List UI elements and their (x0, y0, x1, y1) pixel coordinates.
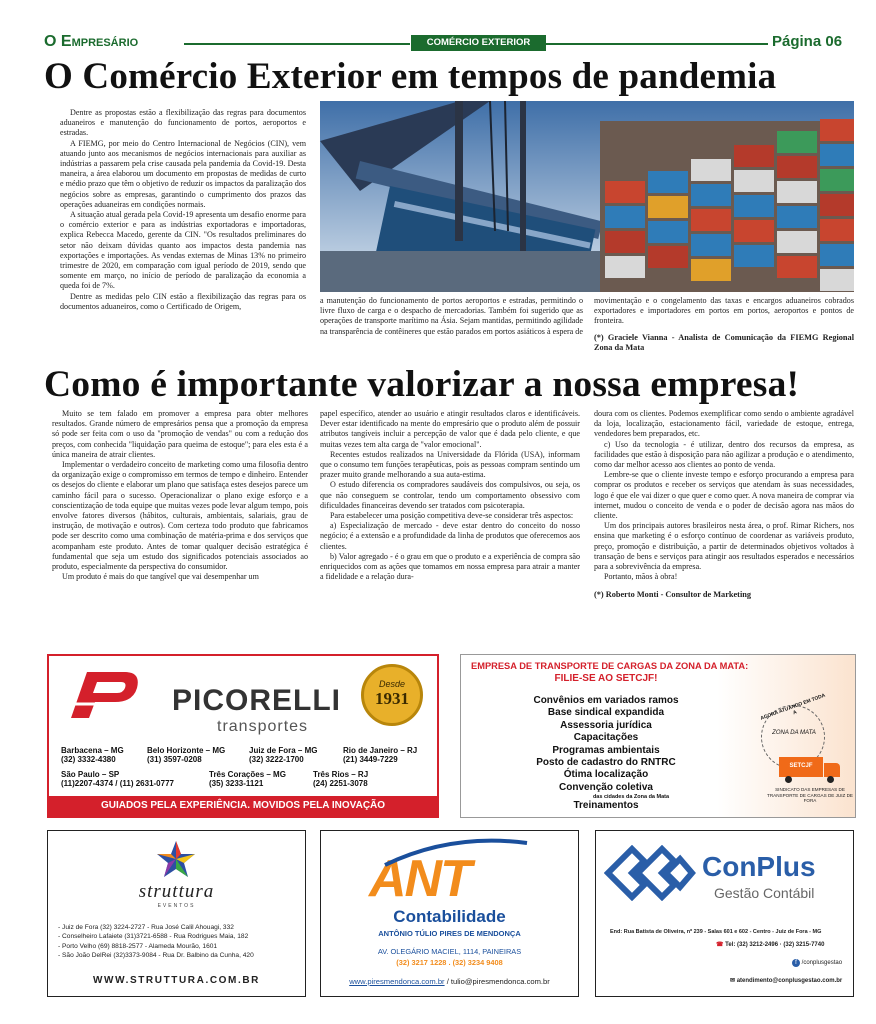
benefit-note: das cidades da Zona da Mata (592, 794, 670, 801)
article2-title: Como é importante valorizar a nossa empresa! (44, 364, 800, 405)
address-line: - São João DelRei (32)3373-9084 - Rua Dr. Balbino da Cunha, 420 (58, 951, 254, 959)
article1-col1 (60, 108, 306, 312)
seal-top: Desde (378, 679, 405, 689)
picorelli-slogan: GUIADOS PELA EXPERIÊNCIA. MOVIDOS PELA INOVAÇÃO (49, 796, 437, 816)
facebook-icon: f (792, 959, 800, 967)
ant-swoosh-icon (381, 837, 531, 867)
ant-email: / tulio@piresmendonca.com.br (444, 977, 550, 986)
badge-arc: AGORA ATUANDO EM TODA A (759, 692, 827, 722)
ant-word: Contabilidade (393, 907, 506, 926)
ant-logo: ANT (369, 850, 470, 908)
office-city: Rio de Janeiro – RJ (343, 746, 418, 755)
article1-paragraph: a manutenção do funcionamento de portos aeroportos e estradas, permitindo o livre fluxo de carga e o despacho de mercadorias. Também foi sugerido que as operações de transporte marítimo na Ásia. Sejam mantidas, permitindo agilidade na transparência de contêineres que estão parados em portos asiáticos à espera de (320, 296, 583, 336)
conplus-email-text[interactable]: atendimento@conplusgestao.com.br (736, 978, 843, 984)
badge-center: ZONA DA MATA (772, 730, 816, 736)
truck-label: SETCJF (789, 763, 813, 769)
article1-paragraph: A FIEMG, por meio do Centro Internacional de Negócios (CIN), vem atuando junto aos mecanismos de negócios internacionais para auxiliar as indústrias a passarem pela crise causada pela pandemia da Covid-19. Desta maneira, a área elaborou um documento em propostas de medidas de curto e médio prazo que têm o objetivo de reduzir os impactos da paralização dos negócios sobre as empresas, garantindo o cumprimento dos prazos das operações aduaneiras em condições normais. (60, 138, 306, 209)
office (209, 770, 309, 788)
office (249, 746, 349, 764)
article1-paragraph: Dentre as medidas pelo CIN estão a flexibilização das regras para os documentos aduaneiros, como o Certificado de Origem, (60, 291, 306, 311)
office-city: São Paulo – SP (61, 770, 120, 779)
struttura-brand: struttura (138, 881, 215, 902)
mail-icon: ✉ (730, 978, 737, 984)
article1-title: O Comércio Exterior em tempos de pandemia (44, 56, 777, 97)
ant-site-link[interactable]: www.piresmendonca.com.br (349, 977, 445, 986)
ad-conplus[interactable] (595, 830, 854, 997)
benefit-item: Convênios em variados ramos (533, 695, 679, 706)
article2-paragraph: Para estabelecer uma posição competitiva deve-se considerar três aspectos: (330, 511, 574, 521)
conplus-brand: ConPlus (702, 851, 816, 882)
setcjf-title2: FILIE-SE AO SETCJF! (554, 673, 658, 684)
office-phone: (32) 3332-4380 (61, 755, 116, 764)
article2-paragraph: Lembre-se que o cliente investe tempo e esforço procurando a empresa para comprar os produtos e receber os serviços que atendam às suas necessidades, logo é que ele vai dizer o que quer e como quer. A nova maneira de comprar via internet, mudou o conceito de venda e o poder de decisão agora nas mãos do cliente. (594, 470, 854, 521)
brand-name: O Empresário (44, 33, 139, 50)
address-line: - Juiz de Fora (32) 3224-2727 - Rua José Calil Ahouagi, 332 (58, 924, 234, 931)
office (147, 746, 247, 764)
conplus-sub: Gestão Contábil (714, 885, 815, 901)
conplus-email (730, 977, 842, 984)
ant-contacts (321, 977, 578, 986)
article2-paragraph: Implementar o verdadeiro conceito de marketing como uma filosofia dentro da organização exige o compromisso em termos de tempo e dinheiro. Entender os desejos do cliente e elaborar um plano que satisfaça estes desejos parece um caminho fácil para o sucesso. Operacionalizar o plano exige esforço e a conscientização de toda equipe que muitas vezes pode levar algum tempo, pois envolve fatores diversos (hábitos, culturais, ambientais, salariais, grau de instrução, de motivação e outros). Com certeza todo produto que fabricamos pode ser descrito como uma combinação de matéria-prima e dos serviços que acompanham este produto. Antes de tomar qualquer decisão estratégica é fundamental que seja um estudo dos significados potenciais associados ao produto, especialmente da perspectiva do consumidor. (52, 460, 308, 572)
article2-col1 (52, 409, 308, 582)
benefit-item: Capacitações (573, 732, 639, 744)
office (61, 746, 151, 764)
office-city: Belo Horizonte – MG (147, 746, 226, 755)
benefit-item: Treinamentos (573, 800, 639, 812)
article2-paragraph: c) Uso da tecnologia - é utilizar, dentro dos recursos da empresa, as facilidades que estão à disposição para não agilizar a produção e o atendimento, como dar melhor acesso aos clientes ao ponto de venda. (594, 439, 854, 470)
seal-year: 1931 (375, 689, 409, 708)
ant-address: AV. OLEGÁRIO MACIEL, 1114, PAINEIRAS (377, 947, 522, 956)
conplus-social (792, 959, 842, 967)
phone-icon: ☎ (716, 942, 726, 948)
setcjf-benefits (481, 695, 731, 813)
office-city: Três Corações – MG (209, 770, 286, 779)
article2-paragraph: Um produto é mais do que tangível que vai desempenhar um (62, 572, 259, 582)
article2-paragraph: Recentes estudos realizados na Universidade da Flórida (USA), informam que o consumo tem funções terapêuticas, pois as pessoas compram sentindo um prazer muito grande melhorando a sua auta-estima. (320, 449, 580, 480)
setcjf-title1: EMPRESA DE TRANSPORTE DE CARGAS DA ZONA DA MATA: (471, 661, 749, 671)
article1-paragraph: Dentre as propostas estão a flexibilização das regras para documentos aduaneiros e manutenção do funcionamento de portos, aeroportos e estradas. (60, 108, 306, 138)
address-line: - Conselheiro Lafaiete (31)3721-6588 - Rua Rodrigues Maia, 182 (58, 933, 249, 941)
benefit-item: Base sindical expandida (547, 707, 665, 719)
section-tag: COMÉRCIO EXTERIOR (411, 35, 546, 51)
article2-paragraph: Portanto, mãos à obra! (604, 572, 678, 582)
office-city: Juiz de Fora – MG (249, 746, 318, 755)
article1-signature: (*) Graciele Vianna - Analista de Comunicação da FIEMG Regional Zona da Mata (594, 332, 854, 352)
article1-paragraph: A situação atual gerada pela Covid-19 apresenta um desafio enorme para o comércio exterior e para as indústrias exportadoras e importadoras, explica Rebecca Macedo, gerente da CIN. "Os resultados preliminares do setor não deixam dúvidas quanto aos impactos desta pandemia nas exportações e importações. As vendas externas de Minas 13% no primeiro trimestre de 2020, em comparação com igual período de 2019, sendo que somente em março, no início de período de paralização da economia a queda foi de 7%. (60, 210, 306, 291)
office-phone: (31) 3597-0208 (147, 755, 202, 764)
article1-paragraph: movimentação e o congelamento das taxas e encargos aduaneiros cobrados exportadores e importadores em portos em portos, aeroportos e pontos de fronteira. (594, 296, 854, 326)
office (313, 770, 413, 788)
office-phone: (35) 3233-1121 (209, 779, 264, 788)
office-phone: (24) 2251-3078 (313, 779, 368, 788)
article2-paragraph: Um dos principais autores brasileiros nesta área, o prof. Rimar Richers, nos ensina que marketing é o esforço contínuo de coordenar as variáveis produto, preço, promoção e distribuição, a partir de determinados objetivos voltados à transação de bens e serviços para atingir aos resultados esperados e necessários para a sobrevivência da empresa. (594, 521, 854, 572)
port-containers-photo (320, 101, 854, 292)
office-phone: (11)2207-4374 / (11) 2631-0777 (61, 779, 174, 788)
ad-setcjf[interactable] (460, 654, 856, 818)
conplus-phone-text: Tel: (32) 3212-2496 · (32) 3215-7740 (725, 942, 825, 948)
picorelli-sub: transportes (217, 718, 309, 735)
ad-picorelli[interactable] (47, 654, 439, 818)
page-number: Página 06 (772, 33, 843, 50)
ad-struttura[interactable] (47, 830, 306, 997)
office (343, 746, 439, 764)
benefit-item: Programas ambientais (552, 744, 660, 756)
struttura-star-icon (154, 839, 198, 879)
picorelli-brand: PICORELLI (172, 684, 342, 717)
address-line: - Porto Velho (69) 8818-2577 - Alameda Mourão, 1601 (58, 942, 218, 950)
office (61, 770, 211, 788)
office-city: Barbacena – MG (61, 746, 124, 755)
office-phone: (32) 3222-1700 (249, 755, 304, 764)
benefit-item: Assessoria jurídica (560, 719, 652, 731)
article2-paragraph: a) Especialização de mercado - deve estar dentro do conceito do nosso negócio; é a extensão e a profundidade da linha de produtos que oferecemos aos clientes. (320, 521, 580, 551)
picorelli-seal (361, 664, 423, 726)
conplus-social-handle[interactable]: /conplusgestao (801, 960, 843, 966)
article2-paragraph: papel específico, atender ao usuário e atingir resultados claros e identificáveis. Dever estar identificado na mente do empresário que o produto além de possuir atributos tangíveis incluir a percepção de valor que é dada pelo cliente, e que muitas vezes tem alta carga de "valor emocional". (320, 409, 580, 449)
page-header (44, 32, 856, 54)
picorelli-logo-icon (63, 664, 143, 720)
conplus-phones (716, 941, 824, 948)
article2-paragraph: O estudo diferencia os compradores saudáveis dos compulsivos, ou seja, os que não conseguem se controlar, tendo um comportamento obsessivo com dificuldades financeiras devendo ser tratados com psicoterapia. (320, 480, 580, 510)
conplus-address: End: Rua Batista de Oliveira, nº 239 - Salas 601 e 602 - Centro - Juiz de Fora - MG (610, 929, 822, 935)
office-phone: (21) 3449-7229 (343, 755, 398, 764)
header-rule-right (546, 43, 768, 45)
truck-icon (779, 757, 843, 783)
article1-col2 (320, 296, 583, 337)
ant-name: ANTÔNIO TÚLIO PIRES DE MENDONÇA (378, 929, 521, 938)
article2-paragraph: doura com os clientes. Podemos exemplificar como sendo o ambiente agradável da loja, localização, estacionamento fácil, variedade de estoque, entrega, vendedores bem preparados, etc. (594, 409, 854, 439)
struttura-sub: EVENTOS (157, 903, 196, 909)
setcjf-union: SINDICATO DAS EMPRESAS DE TRANSPORTE DE CARGAS DE JUIZ DE FORA (767, 787, 853, 804)
struttura-addresses (58, 923, 303, 960)
struttura-site[interactable]: WWW.STRUTTURA.COM.BR (93, 975, 260, 986)
article2-paragraph: Muito se tem falado em promover a empresa para obter melhores resultados. Grande número de empresários pensa que a promoção da empresa só pode ser feita com o uso da "promoção de vendas" ou com a redução dos preços, com conhecida "liquidação para queima de estoque"; para eles esta é a única maneira de atrair clientes. (52, 409, 308, 459)
ad-ant-contabilidade[interactable] (320, 830, 579, 997)
conplus-logo-icon (604, 845, 696, 901)
benefit-item: Ótima localização (563, 769, 649, 781)
article2-col3 (594, 409, 854, 601)
header-rule-left (184, 43, 410, 45)
ant-phones: (32) 3217 1228 . (32) 3234 9408 (396, 958, 503, 967)
article1-col3 (594, 296, 854, 353)
article2-col2 (320, 409, 580, 582)
article2-signature: (*) Roberto Monti - Consultor de Marketing (594, 590, 752, 600)
benefit-item: Posto de cadastro do RNTRC (536, 757, 676, 769)
benefit-item: Convenção coletiva (559, 781, 653, 793)
office-city: Três Rios – RJ (313, 770, 369, 779)
article2-paragraph: b) Valor agregado - é o grau em que o produto e a experiência de compra são enriquecidos com as ações que tomamos em nossa empresa para atrair a manter a fidelidade e a relação dura- (320, 551, 580, 582)
